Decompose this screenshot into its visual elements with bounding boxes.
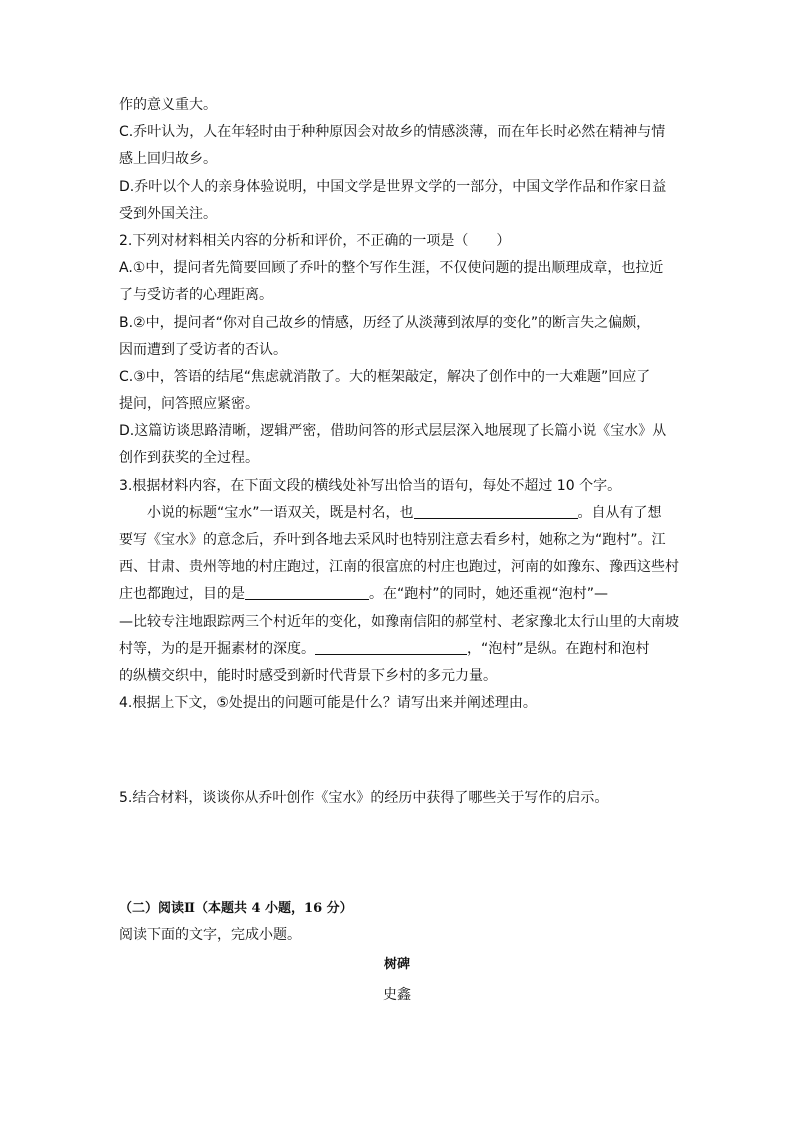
q3-stem: 3.根据材料内容，在下面文段的横线处补写出恰当的语句，每处不超过 10 个字。 bbox=[119, 477, 622, 494]
q3-passage-line5: —比较专注地跟踪两三个村近年的变化，如豫南信阳的郝堂村、老家豫北太行山里的大南坡 bbox=[119, 613, 679, 630]
q2-option-b-line2: 因而遭到了受访者的否认。 bbox=[119, 341, 287, 358]
story-author: 史鑫 bbox=[383, 986, 411, 1003]
q2-option-c-line2: 提问，问答照应紧密。 bbox=[119, 396, 259, 413]
q2-option-d-line2: 创作到获奖的全过程。 bbox=[119, 450, 259, 467]
q1-option-d-line2: 受到外国关注。 bbox=[119, 205, 217, 222]
q3-p1-before: 小说的标题“宝水”一语双关，既是村名，也 bbox=[147, 504, 414, 521]
section-2-title: （二）阅读Ⅱ（本题共 4 小题，16 分） bbox=[119, 900, 353, 916]
q3-passage-line6 bbox=[119, 636, 675, 663]
story-title: 树碑 bbox=[383, 956, 410, 972]
exam-page bbox=[119, 92, 679, 1009]
q3-answer-blank-2[interactable] bbox=[245, 584, 369, 600]
q3-passage-line7: 的纵横交织中，能时时感受到新时代背景下乡村的多元力量。 bbox=[119, 667, 497, 684]
q5-stem: 5.结合材料，谈谈你从乔叶创作《宝水》的经历中获得了哪些关于写作的启示。 bbox=[119, 790, 609, 807]
q3-p6-after: ，“泡村”是纵。在跑村和泡村 bbox=[467, 640, 650, 657]
q1-option-b-tail: 作的意义重大。 bbox=[119, 97, 217, 113]
q2-option-c-line1: C.③中，答语的结尾“焦虑就消散了。大的框架敲定，解决了创作中的一大难题”回应了 bbox=[119, 368, 651, 385]
q2-stem: 2.下列对材料相关内容的分析和评价，不正确的一项是（ ） bbox=[119, 232, 511, 249]
q4-answer-space[interactable] bbox=[119, 717, 675, 785]
q3-p1-after: 。自从有了想 bbox=[577, 504, 662, 521]
section-2-instruction: 阅读下面的文字，完成小题。 bbox=[119, 926, 301, 943]
q2-option-a-line1: A.①中，提问者先简要回顾了乔叶的整个写作生涯，不仅使问题的提出顺理成章，也拉近 bbox=[119, 260, 664, 277]
q3-p4-after: 。在“跑村”的同时，她还重视“泡村”— bbox=[369, 586, 609, 603]
q1-option-c-line1: C.乔叶认为，人在年轻时由于种种原因会对故乡的情感淡薄，而在年长时必然在精神与情 bbox=[119, 124, 666, 141]
q3-passage-line4 bbox=[119, 581, 675, 608]
q2-option-d-line1: D.这篇访谈思路清晰，逻辑严密，借助问答的形式层层深入地展现了长篇小说《宝水》从 bbox=[119, 423, 667, 440]
q3-passage-line3: 西、甘肃、贵州等地的村庄跑过，江南的很富庶的村庄也跑过，河南的如豫东、豫西这些村 bbox=[119, 559, 679, 576]
q3-passage-line2: 要写《宝水》的意念后，乔叶到各地去采风时也特别注意去看乡村，她称之为“跑村”。江 bbox=[119, 532, 666, 548]
q3-answer-blank-3[interactable] bbox=[315, 639, 467, 655]
q5-answer-space[interactable] bbox=[119, 813, 675, 895]
q4-stem: 4.根据上下文，⑤处提出的问题可能是什么？请写出来并阐述理由。 bbox=[119, 695, 537, 712]
q3-answer-blank-1[interactable] bbox=[414, 503, 578, 519]
q3-p6-before: 村等，为的是开掘素材的深度。 bbox=[119, 640, 315, 657]
q3-p4-before: 庄也都跑过，目的是 bbox=[119, 586, 245, 603]
q2-option-b-line1: B.②中，提问者“你对自己故乡的情感，历经了从淡薄到浓厚的变化”的断言失之偏颇， bbox=[119, 314, 651, 331]
q2-option-a-line2: 了与受访者的心理距离。 bbox=[119, 287, 273, 304]
q1-option-c-line2: 感上回归故乡。 bbox=[119, 151, 217, 168]
q3-passage-line1 bbox=[119, 500, 675, 527]
q1-option-d-line1: D.乔叶以个人的亲身体验说明，中国文学是世界文学的一部分，中国文学作品和作家日益 bbox=[119, 178, 667, 195]
